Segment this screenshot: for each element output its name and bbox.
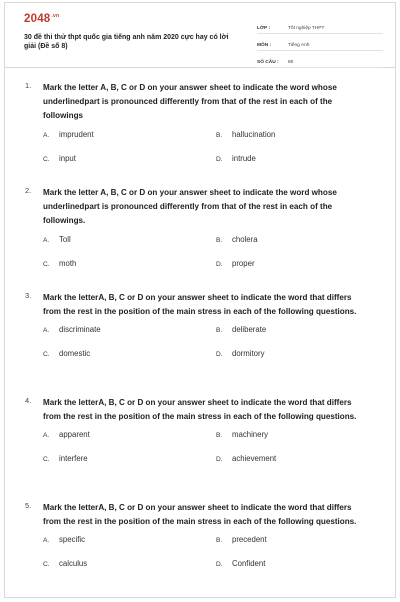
option-letter: A. xyxy=(43,327,50,335)
option-letter: D. xyxy=(216,456,223,464)
question-text: Mark the letterA, B, C or D on your answer sheet to indicate the word that differs from the rest in the position of the main stress in each of the following questions. xyxy=(43,503,357,527)
answer-options xyxy=(5,235,396,281)
option-letter: A. xyxy=(43,537,50,545)
option-a[interactable] xyxy=(43,130,94,139)
option-text: hallucination xyxy=(232,129,276,139)
option-b[interactable] xyxy=(216,235,258,244)
option-text: interfere xyxy=(59,454,88,464)
option-letter: C. xyxy=(43,155,50,163)
option-b[interactable] xyxy=(216,535,267,544)
meta-label: SỐ CÂU : xyxy=(257,60,279,65)
option-a[interactable] xyxy=(43,535,85,544)
option-a[interactable] xyxy=(43,325,101,334)
question-text: Mark the letter A, B, C or D on your answer sheet to indicate the word whose underlinedpart is pronounced differently from that of the rest in each of the followings. xyxy=(43,188,337,226)
meta-row-question-count xyxy=(257,51,383,68)
option-text: moth xyxy=(59,258,77,268)
option-b[interactable] xyxy=(216,130,275,139)
option-c[interactable] xyxy=(43,559,87,568)
question-4 xyxy=(5,396,396,476)
option-text: proper xyxy=(232,258,255,268)
option-text: imprudent xyxy=(59,129,94,139)
answer-options xyxy=(5,535,396,581)
option-text: domestic xyxy=(59,349,91,359)
meta-row-subject xyxy=(257,34,383,51)
question-number: 1. xyxy=(25,81,32,90)
option-text: dormitory xyxy=(232,349,265,359)
option-a[interactable] xyxy=(43,430,90,439)
option-letter: A. xyxy=(43,131,50,139)
option-letter: A. xyxy=(43,236,50,244)
option-c[interactable] xyxy=(43,454,88,463)
option-text: intrude xyxy=(232,153,256,163)
option-text: apparent xyxy=(59,430,90,440)
option-letter: C. xyxy=(43,456,50,464)
option-text: cholera xyxy=(232,234,258,244)
question-2 xyxy=(5,186,396,281)
option-d[interactable] xyxy=(216,349,265,358)
option-letter: D. xyxy=(216,351,223,359)
logo-text: 2048 xyxy=(24,13,51,25)
document-meta xyxy=(257,17,383,68)
meta-row-grade xyxy=(257,17,383,34)
option-letter: D. xyxy=(216,155,223,163)
question-3 xyxy=(5,291,396,371)
question-number: 2. xyxy=(25,186,32,195)
question-text: Mark the letter A, B, C or D on your answer sheet to indicate the word whose underlinedpart is pronounced differently from that of the rest in each of the followings xyxy=(43,83,337,121)
option-letter: B. xyxy=(216,131,223,139)
option-letter: C. xyxy=(43,260,50,268)
option-text: precedent xyxy=(232,535,267,545)
answer-options xyxy=(5,130,396,176)
meta-label: LỚP : xyxy=(257,26,271,31)
question-text: Mark the letterA, B, C or D on your answer sheet to indicate the word that differs from the rest in the position of the main stress in each of the following questions. xyxy=(43,293,357,317)
option-letter: D. xyxy=(216,260,223,268)
answer-options xyxy=(5,430,396,476)
option-letter: B. xyxy=(216,327,223,335)
option-text: achievement xyxy=(232,454,277,464)
option-c[interactable] xyxy=(43,349,90,358)
document-page xyxy=(4,2,396,598)
option-letter: B. xyxy=(216,537,223,545)
meta-value: 80 xyxy=(288,60,294,65)
option-d[interactable] xyxy=(216,259,255,268)
question-1 xyxy=(5,81,396,176)
option-c[interactable] xyxy=(43,259,76,268)
logo-suffix: .vn xyxy=(51,13,60,20)
option-letter: B. xyxy=(216,432,223,440)
option-letter: B. xyxy=(216,236,223,244)
site-logo[interactable] xyxy=(24,13,59,25)
option-d[interactable] xyxy=(216,154,256,163)
option-text: specific xyxy=(59,535,85,545)
option-letter: A. xyxy=(43,432,50,440)
option-a[interactable] xyxy=(43,235,71,244)
document-title: 30 đề thi thử thpt quốc gia tiếng anh năm 2020 cực hay có lời giải (Đề số 8) xyxy=(24,34,229,50)
option-text: input xyxy=(59,153,76,163)
option-b[interactable] xyxy=(216,430,268,439)
option-letter: D. xyxy=(216,561,223,569)
option-text: deliberate xyxy=(232,325,267,335)
option-d[interactable] xyxy=(216,559,265,568)
option-d[interactable] xyxy=(216,454,276,463)
option-letter: C. xyxy=(43,561,50,569)
option-text: calculus xyxy=(59,559,88,569)
option-b[interactable] xyxy=(216,325,266,334)
meta-value: Tốt nghiệp THPT xyxy=(288,26,325,31)
question-5 xyxy=(5,501,396,581)
document-header xyxy=(5,3,395,68)
question-number: 3. xyxy=(25,291,32,300)
option-text: Toll xyxy=(59,234,71,244)
option-text: Confident xyxy=(232,559,266,569)
question-number: 5. xyxy=(25,501,32,510)
option-letter: C. xyxy=(43,351,50,359)
option-text: discriminate xyxy=(59,325,101,335)
option-c[interactable] xyxy=(43,154,76,163)
meta-value: Tiếng Anh xyxy=(288,43,310,48)
question-number: 4. xyxy=(25,396,32,405)
answer-options xyxy=(5,325,396,371)
meta-label: MÔN : xyxy=(257,43,272,48)
question-text: Mark the letterA, B, C or D on your answer sheet to indicate the word that differs from the rest in the position of the main stress in each of the following questions. xyxy=(43,398,357,422)
option-text: machinery xyxy=(232,430,268,440)
